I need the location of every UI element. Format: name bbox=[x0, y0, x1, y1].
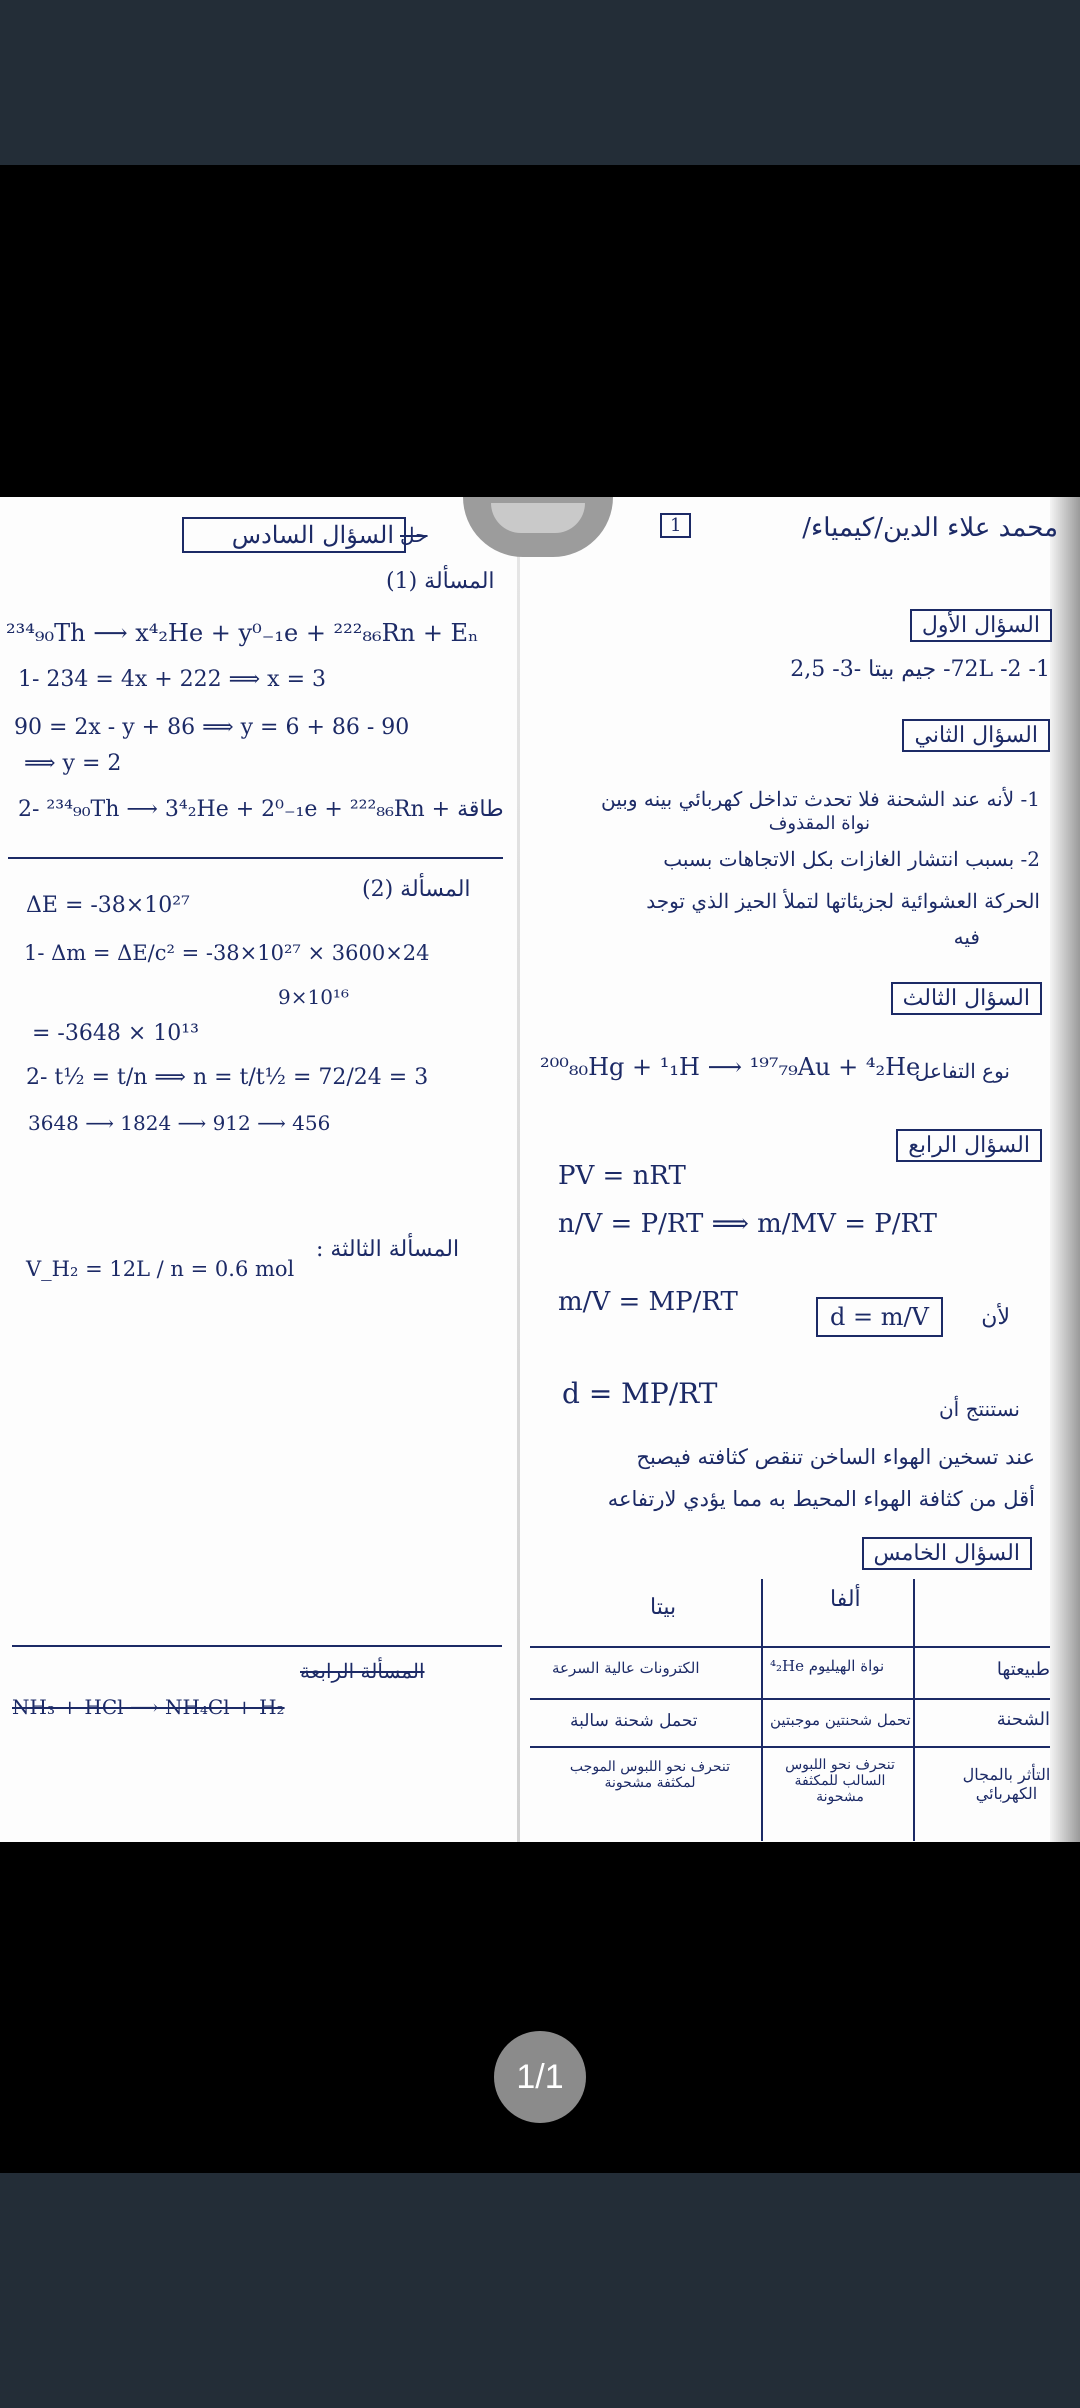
table-col-alpha: ألفا bbox=[830, 1587, 861, 1612]
p1-eq4: ⟹ y = 2 bbox=[24, 751, 122, 776]
q6-title-prefix: حل bbox=[400, 523, 428, 547]
q4-pv: PV = nRT bbox=[558, 1161, 686, 1191]
problem3-title: المسألة الثالثة : bbox=[316, 1237, 460, 1262]
q2-line2: 2- بسبب انتشار الغازات بكل الاتجاهات بسبب bbox=[663, 847, 1040, 871]
q4-step1: n/V = P/RT ⟹ m/MV = P/RT bbox=[558, 1209, 937, 1239]
p4-line1: NH₃ + HCl ⟶ NH₄Cl + H₂ bbox=[12, 1695, 285, 1719]
q4-title: السؤال الرابع bbox=[896, 1129, 1042, 1162]
q4-result: d = MP/RT bbox=[562, 1377, 718, 1410]
p1-eq3: 90 = 2x - y + 86 ⟹ y = 6 + 86 - 90 bbox=[14, 715, 410, 740]
p1-eq2: 1- 234 = 4x + 222 ⟹ x = 3 bbox=[18, 667, 326, 692]
homework-photo bbox=[0, 497, 1080, 1842]
image-viewer[interactable] bbox=[0, 165, 1080, 2173]
table-row1-alpha: نواة الهيليوم ⁴₂He bbox=[770, 1657, 885, 1675]
page-number: 1 bbox=[660, 513, 691, 538]
p2-line4: 2- t½ = t/n ⟹ n = t/t½ = 72/24 = 3 bbox=[26, 1065, 429, 1090]
table-row3-beta: تنحرف نحو اللبوس الموجب لمكثفة مشحونة bbox=[569, 1759, 731, 1791]
divider-1 bbox=[8, 857, 503, 859]
q5-title: السؤال الخامس bbox=[862, 1537, 1032, 1570]
q4-box-label: لأن bbox=[981, 1305, 1010, 1330]
navigation-bar bbox=[0, 2173, 1080, 2408]
page-counter-badge: 1/1 bbox=[494, 2031, 586, 2123]
q3-reaction-type: نوع التفاعل bbox=[914, 1059, 1010, 1083]
p2-line2b: 9×10¹⁶ bbox=[278, 985, 349, 1009]
binder-clip bbox=[463, 497, 613, 557]
q4-text1: عند تسخين الهواء الساخن تنقص كثافته فيصبح bbox=[636, 1445, 1035, 1469]
table-row1-label: طبيعتها bbox=[996, 1659, 1050, 1680]
table-row2-alpha: تحمل شحنتين موجبتين bbox=[770, 1711, 911, 1729]
q3-equation: ²⁰⁰₈₀Hg + ¹₁H ⟶ ¹⁹⁷₇₉Au + ⁴₂He bbox=[540, 1053, 921, 1081]
q4-step2: m/V = MP/RT bbox=[558, 1287, 738, 1317]
problem2-title: المسألة (2) bbox=[362, 877, 471, 902]
student-header: محمد علاء الدين/كيمياء/ bbox=[802, 513, 1058, 543]
q1-title: السؤال الأول bbox=[910, 609, 1052, 642]
q2-line1: 1- لأنه عند الشحنة فلا تحدث تداخل كهربائي بينه وبين bbox=[601, 787, 1040, 811]
table-row2-label: الشحنة bbox=[996, 1709, 1050, 1730]
table-col-beta: بيتا bbox=[650, 1595, 677, 1620]
q1-answers: 1- 72L -2- جيم بيتا -3- 2,5 bbox=[790, 657, 1050, 682]
q3-title: السؤال الثالث bbox=[891, 982, 1042, 1015]
page-edge-shadow bbox=[1050, 497, 1080, 1842]
q4-conclude: نستنتج أن bbox=[938, 1397, 1020, 1421]
p2-line1: ΔE = -38×10²⁷ bbox=[26, 893, 190, 918]
problem4-title: المسألة الرابعة bbox=[300, 1659, 425, 1683]
p2-line3: = -3648 × 10¹³ bbox=[32, 1021, 199, 1046]
p3-line1: V_H₂ = 12L / n = 0.6 mol bbox=[26, 1257, 295, 1281]
table-row3-alpha: تنحرف نحو اللبوس السالب للمكثفة مشحونة bbox=[785, 1757, 895, 1805]
p2-line2: 1- Δm = ΔE/c² = -38×10²⁷ × 3600×24 bbox=[24, 941, 430, 965]
table-row2-beta: تحمل شحنة سالبة bbox=[570, 1711, 698, 1731]
q4-text2: أقل من كثافة الهواء المحيط به مما يؤدي لارتفاعه bbox=[607, 1487, 1035, 1511]
table-row3-label: التأثر بالمجال الكهربائي bbox=[962, 1765, 1051, 1803]
q6-title: السؤال السادس bbox=[182, 517, 406, 553]
q2-line1b: نواة المقذوف bbox=[768, 813, 870, 834]
p1-eq1: ²³⁴₉₀Th ⟶ x⁴₂He + y⁰₋₁e + ²²²₈₆Rn + Eₙ bbox=[6, 619, 479, 647]
q2-title: السؤال الثاني bbox=[902, 719, 1050, 752]
page-fold bbox=[517, 497, 520, 1842]
q2-line3: الحركة العشوائية لجزيئاتها لتملأ الحيز الذي توجد bbox=[646, 889, 1040, 913]
divider-2 bbox=[12, 1645, 502, 1647]
p1-eq5: 2- ²³⁴₉₀Th ⟶ 3⁴₂He + 2⁰₋₁e + ²²²₈₆Rn + طاقة bbox=[18, 797, 504, 822]
q2-line4: فيه bbox=[953, 925, 980, 949]
problem1-title: المسألة (1) bbox=[386, 569, 495, 594]
table-row1-beta: الكترونات عالية السرعة bbox=[552, 1659, 700, 1677]
status-bar bbox=[0, 0, 1080, 165]
p2-line5: 3648 ⟶ 1824 ⟶ 912 ⟶ 456 bbox=[28, 1111, 331, 1135]
q4-density-box: d = m/V bbox=[816, 1297, 943, 1337]
